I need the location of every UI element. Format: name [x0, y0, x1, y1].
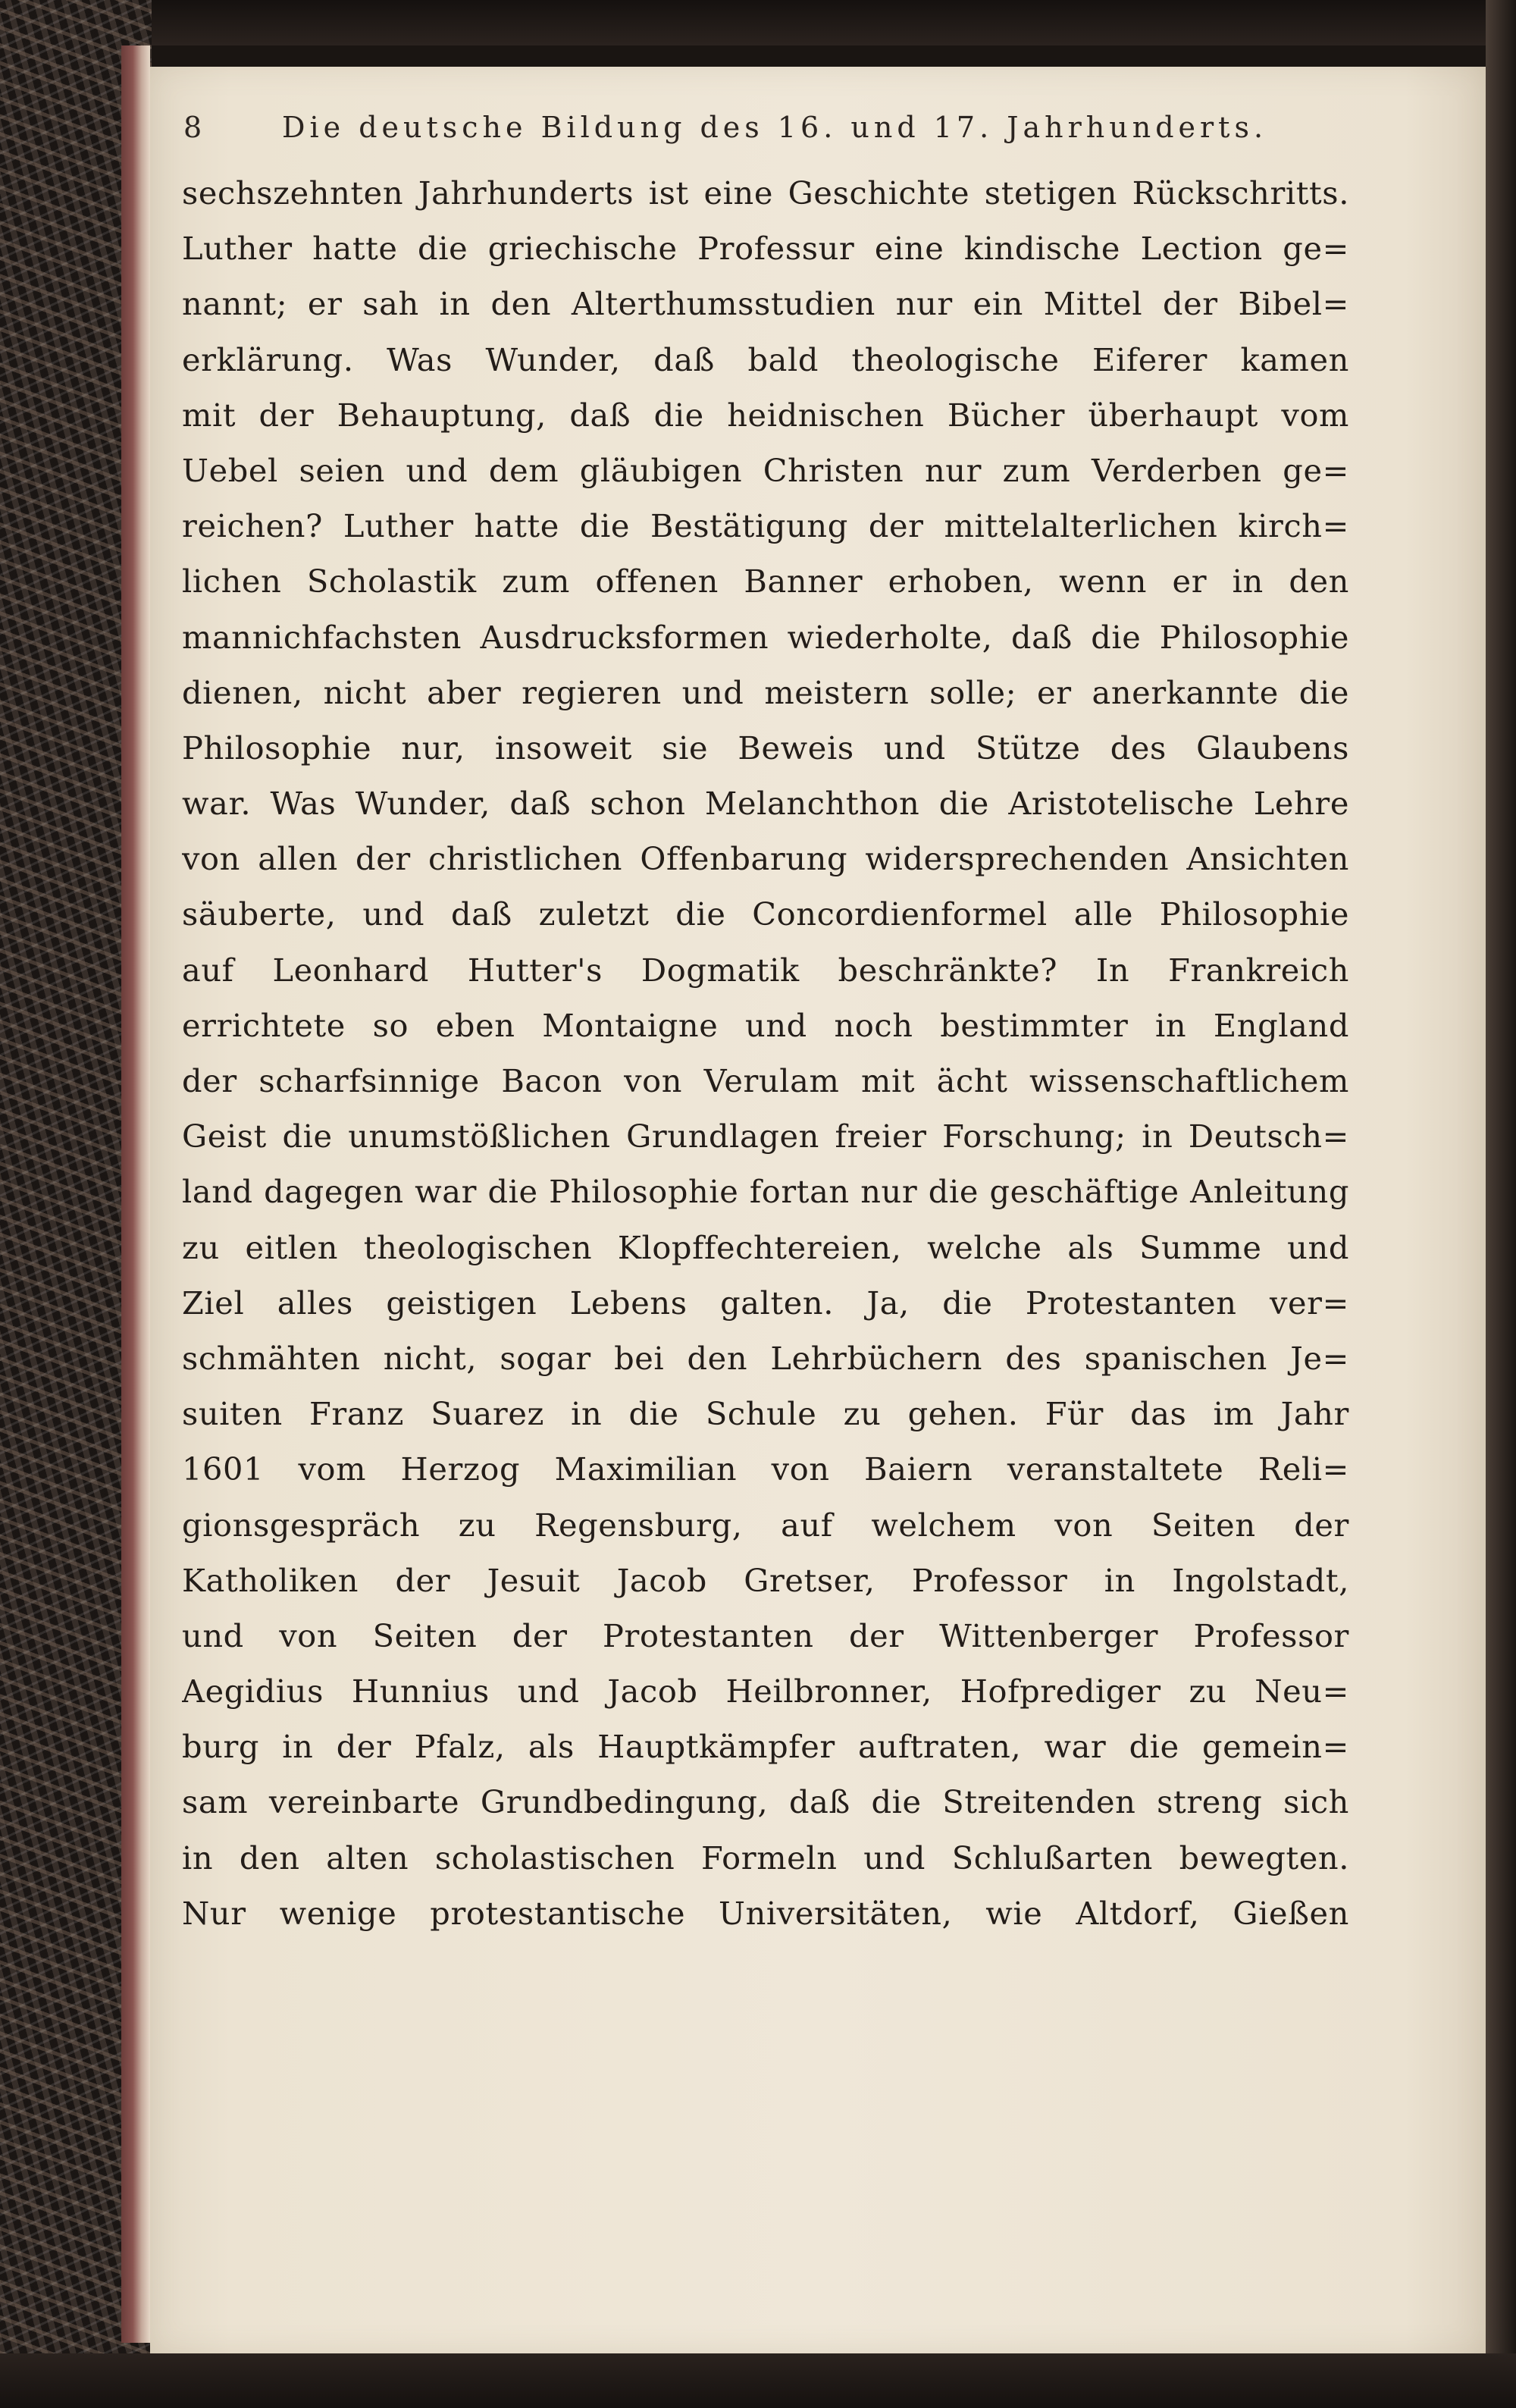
- text-line: auf Leonhard Hutter's Dogmatik beschränkte? In Frankreich: [182, 951, 1349, 989]
- background-right: [1486, 0, 1516, 2408]
- text-line: burg in der Pfalz, als Hauptkämpfer auftraten, war die gemein=: [182, 1728, 1349, 1766]
- text-line: lichen Scholastik zum offenen Banner erhoben, wenn er in den: [182, 563, 1349, 600]
- text-line: sechszehnten Jahrhunderts ist eine Geschichte stetigen Rückschritts.: [182, 174, 1349, 212]
- text-line: Nur wenige protestantische Universitäten, wie Altdorf, Gießen: [182, 1894, 1349, 1932]
- text-line: mannichfachsten Ausdrucksformen wiederholte, daß die Philosophie: [182, 618, 1349, 656]
- text-line: reichen? Luther hatte die Bestätigung der mittelalterlichen kirch=: [182, 507, 1349, 545]
- text-line: Philosophie nur, insoweit sie Beweis und Stütze des Glaubens: [182, 729, 1349, 767]
- text-line: nannt; er sah in den Alterthumsstudien nur ein Mittel der Bibel=: [182, 285, 1349, 323]
- text-line: 1601 vom Herzog Maximilian von Baiern veranstaltete Reli=: [182, 1450, 1349, 1488]
- text-line: Uebel seien und dem gläubigen Christen nur zum Verderben ge=: [182, 451, 1349, 489]
- text-line: zu eitlen theologischen Klopffechtereien, welche als Summe und: [182, 1228, 1349, 1266]
- running-title: Die deutsche Bildung des 16. und 17. Jahrhunderts.: [282, 111, 1268, 144]
- text-line: von allen der christlichen Offenbarung widersprechenden Ansichten: [182, 840, 1349, 878]
- running-header: [183, 111, 1290, 156]
- text-line: erklärung. Was Wunder, daß bald theologische Eiferer kamen: [182, 340, 1349, 378]
- background-bottom: [0, 2353, 1516, 2408]
- text-line: Ziel alles geistigen Lebens galten. Ja, die Protestanten ver=: [182, 1284, 1349, 1322]
- text-line: suiten Franz Suarez in die Schule zu gehen. Für das im Jahr: [182, 1395, 1349, 1433]
- text-line: gionsgespräch zu Regensburg, auf welchem von Seiten der: [182, 1506, 1349, 1544]
- text-line: Katholiken der Jesuit Jacob Gretser, Professor in Ingolstadt,: [182, 1561, 1349, 1599]
- text-line: Luther hatte die griechische Professur eine kindische Lection ge=: [182, 230, 1349, 268]
- text-line: in den alten scholastischen Formeln und Schlußarten bewegten.: [182, 1839, 1349, 1877]
- text-line: land dagegen war die Philosophie fortan nur die geschäftige Anleitung: [182, 1173, 1349, 1211]
- text-line: und von Seiten der Protestanten der Wittenberger Professor: [182, 1616, 1349, 1654]
- text-line: säuberte, und daß zuletzt die Concordienformel alle Philosophie: [182, 895, 1349, 933]
- body-text: [182, 165, 1349, 1941]
- text-line: war. Was Wunder, daß schon Melanchthon die Aristotelische Lehre: [182, 785, 1349, 823]
- text-line: schmähten nicht, sogar bei den Lehrbüchern des spanischen Je=: [182, 1339, 1349, 1377]
- text-line: errichtete so eben Montaigne und noch bestimmter in England: [182, 1006, 1349, 1044]
- text-line: Aegidius Hunnius und Jacob Heilbronner, Hofprediger zu Neu=: [182, 1673, 1349, 1710]
- page-number: 8: [183, 111, 202, 144]
- binding-strip: [121, 45, 150, 2343]
- text-line: dienen, nicht aber regieren und meistern solle; er anerkannte die: [182, 673, 1349, 711]
- text-line: der scharfsinnige Bacon von Verulam mit ächt wissenschaftlichem: [182, 1062, 1349, 1099]
- text-line: Geist die unumstößlichen Grundlagen freier Forschung; in Deutsch=: [182, 1118, 1349, 1155]
- background-top: [0, 0, 1516, 45]
- text-line: sam vereinbarte Grundbedingung, daß die Streitenden streng sich: [182, 1783, 1349, 1821]
- text-line: mit der Behauptung, daß die heidnischen Bücher überhaupt vom: [182, 396, 1349, 434]
